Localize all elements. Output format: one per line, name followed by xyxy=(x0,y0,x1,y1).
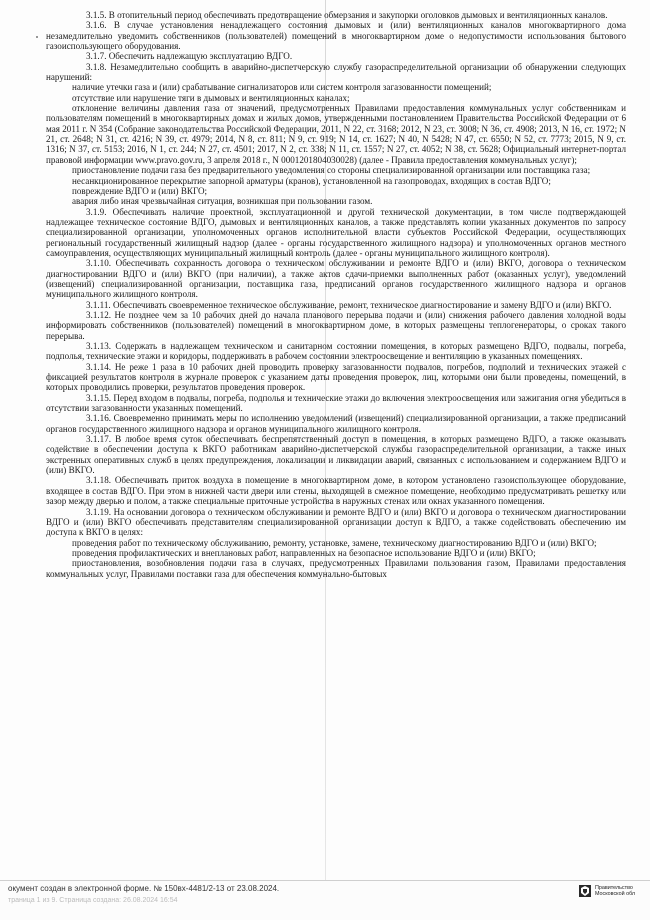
clause-paragraph: 3.1.18. Обеспечивать приток воздуха в помещение в многоквартирном доме, в котором установлено газоиспользующее оборудование, входящее в состав ВДГО. При этом в нижней части двери или стены, выходящей в смежное помещение, необходимо предусматривать решетку или зазор между дверью и полом, а также специальные приточные устройства в наружных стенах или окнах указанного помещения. xyxy=(46,475,626,507)
government-logo xyxy=(578,883,644,903)
logo-text: Правительство Московской обл xyxy=(595,885,636,897)
clause-paragraph: 3.1.15. Перед входом в подвалы, погреба, подполья и технические этажи до включения электроосвещения или зажигания огня убедиться в отсутствии загазованности указанных помещений. xyxy=(46,392,626,414)
clause-paragraph: 3.1.7. Обеспечить надлежащую эксплуатацию ВДГО. xyxy=(86,51,293,62)
clause-paragraph: 3.1.6. В случае установления ненадлежащего состояния дымовых и (или) вентиляционных каналов многоквартирного дома незамедлительно уведомить собственников (пользователей) помещений в многоквартирном доме о недопустимости использования бытового газоиспользующего оборудования. xyxy=(46,20,626,52)
clause-paragraph: 3.1.8. Незамедлительно сообщить в аварийно-диспетчерскую службу газораспределительной организации об обнаружении следующих нарушений: xyxy=(46,61,626,83)
list-item: отклонение величины давления газа от значений, предусмотренных Правилами предоставления коммунальных услуг собственникам и пользователям помещений в многоквартирных домах и жилых домов, утвержденными постановлением Правительства Российской Федерации от 6 мая 2011 г. N 354 (Собрание законодательства Российской Федерации, 2011, N 22, ст. 3168; 2012, N 23, ст. 3008; N 36, ст. 4908; 2013, N 16, ст. 1972; N 21, ст. 2648; N 31, ст. 4216; N 39, ст. 4979; 2014, N 8, ст. 811; N 9, ст. 919; N 14, ст. 1627; N 40, N 5428; N 47, ст. 6550; N 52, ст. 7773; 2015, N 9, ст. 1316; N 37, ст. 5153; 2016, N 1, ст. 244; N 27, ст. 4501; 2017, N 2, ст. 338; N 11, ст. 1557; N 27, ст. 4052; N 38, ст. 5628; Официальный интернет-портал правовой информации www.pravo.gov.ru, 3 апреля 2018 г., N 0001201804030028) (далее - Правила предоставления коммунальных услуг); xyxy=(46,103,626,165)
list-item: несанкционированное перекрытие запорной арматуры (кранов), установленной на газопроводах, входящих в состав ВДГО; xyxy=(72,175,551,186)
clause-paragraph: 3.1.12. Не позднее чем за 10 рабочих дней до начала планового перерыва подачи и (или) снижения рабочего давления холодной воды информировать собственников (пользователей) помещений в многоквартирном доме, в которых размещены теплогенераторы, о сроках такого перерыва. xyxy=(46,309,626,341)
document-body xyxy=(46,10,626,579)
footer-page-info: траница 1 из 9. Страница создана: 26.08.2024 16:54 xyxy=(8,897,178,904)
list-item: проведения профилактических и внеплановых работ, направленных на безопасное использование ВДГО и (или) ВКГО; xyxy=(72,547,536,558)
clause-paragraph: 3.1.14. Не реже 1 раза в 10 рабочих дней проводить проверку загазованности подвалов, погребов, подполий и технических этажей с фиксацией результатов контроля в журнале проверок с указанием даты проведения проверок, лиц, которыми они были проведены, помещений, в которых проводились проверки, результатов проведения проверок. xyxy=(46,361,626,393)
list-item: повреждение ВДГО и (или) ВКГО; xyxy=(72,185,208,196)
clause-paragraph: 3.1.11. Обеспечивать своевременное техническое обслуживание, ремонт, техническое диагностирование и замену ВДГО и (или) ВКГО. xyxy=(86,299,612,310)
list-item: приостановление подачи газа без предварительного уведомления со стороны специализированной организации или поставщика газа; xyxy=(72,165,591,176)
clause-paragraph: 3.1.9. Обеспечивать наличие проектной, эксплуатационной и другой технической документации, в том числе подтверждающей надлежащее техническое состояние ВДГО, дымовых и вентиляционных каналов, а также представлять копии указанных документов по запросу специализированной организации, уполномоченных органов исполнительной власти субъектов Российской Федерации, осуществляющих региональный государственный жилищный надзор (далее - органы государственного жилищного надзора) и уполномоченных органов местного самоуправления, осуществляющих муниципальный жилищный контроль (далее - органы муниципального жилищного контроля). xyxy=(46,206,626,258)
scan-speck xyxy=(36,36,38,38)
footer-document-created: окумент создан в электронной форме. № 150вх-4481/2-13 от 23.08.2024. xyxy=(8,884,280,893)
list-item: приостановления, возобновления подачи газа в случаях, предусмотренных Правилами пользования газом, Правилами предоставления коммунальных услуг, Правилами поставки газа для обеспечения коммунально-бытовых xyxy=(46,558,626,579)
coat-of-arms-icon xyxy=(578,884,592,898)
clause-paragraph: 3.1.17. В любое время суток обеспечивать беспрепятственный доступ в помещения, в которых размещено ВДГО, а также оказывать содействие в обеспечении доступа к ВКГО работникам аварийно-диспетчерской службы газораспределительной организации, а также иных экстренных оперативных служб в целях предупреждения, локализации и ликвидации аварий, связанных с использованием и содержанием ВДГО и (или) ВКГО. xyxy=(46,434,626,476)
list-item: наличие утечки газа и (или) срабатывание сигнализаторов или систем контроля загазованности помещений; xyxy=(72,82,492,93)
clause-paragraph: 3.1.19. На основании договора о техническом обслуживании и ремонте ВДГО и (или) ВКГО и договора о техническом диагностировании ВДГО и (или) ВКГО обеспечивать представителям специализированной организации доступ к ВДГО, а также содействовать обеспечению им доступа к ВКГО в целях: xyxy=(46,506,626,538)
document-footer xyxy=(0,880,650,920)
list-item: авария либо иная чрезвычайная ситуация, возникшая при пользовании газом. xyxy=(72,196,373,207)
clause-paragraph: 3.1.16. Своевременно принимать меры по исполнению уведомлений (извещений) специализированной организации, а также предписаний органов государственного жилищного надзора и органов муниципального жилищного контроля. xyxy=(46,413,626,434)
clause-paragraph: 3.1.13. Содержать в надлежащем техническом и санитарном состоянии помещения, в которых размещено ВДГО, подвалы, погреба, подполья, технические этажи и коридоры, поддерживать в рабочем состоянии электроосвещение и вентиляцию в указанных помещениях. xyxy=(46,341,626,362)
clause-paragraph: 3.1.10. Обеспечивать сохранность договора о техническом обслуживании и ремонте ВДГО и (или) ВКГО, договора о техническом диагностировании ВДГО и (или) ВКГО (при наличии), а также актов сдачи-приемки выполненных работ (оказанных услуг), уведомлений (извещений) специализированной организации, поставщика газа, предписаний органов государственного жилищного надзора и органов муниципального жилищного контроля. xyxy=(46,258,626,300)
list-item: отсутствие или нарушение тяги в дымовых и вентиляционных каналах; xyxy=(72,92,350,103)
clause-paragraph: 3.1.5. В отопительный период обеспечивать предотвращение обмерзания и закупорки оголовков дымовых и вентиляционных каналов. xyxy=(86,10,608,20)
list-item: проведения работ по техническому обслуживанию, ремонту, установке, замене, техническому диагностированию ВДГО и (или) ВКГО; xyxy=(72,537,597,548)
